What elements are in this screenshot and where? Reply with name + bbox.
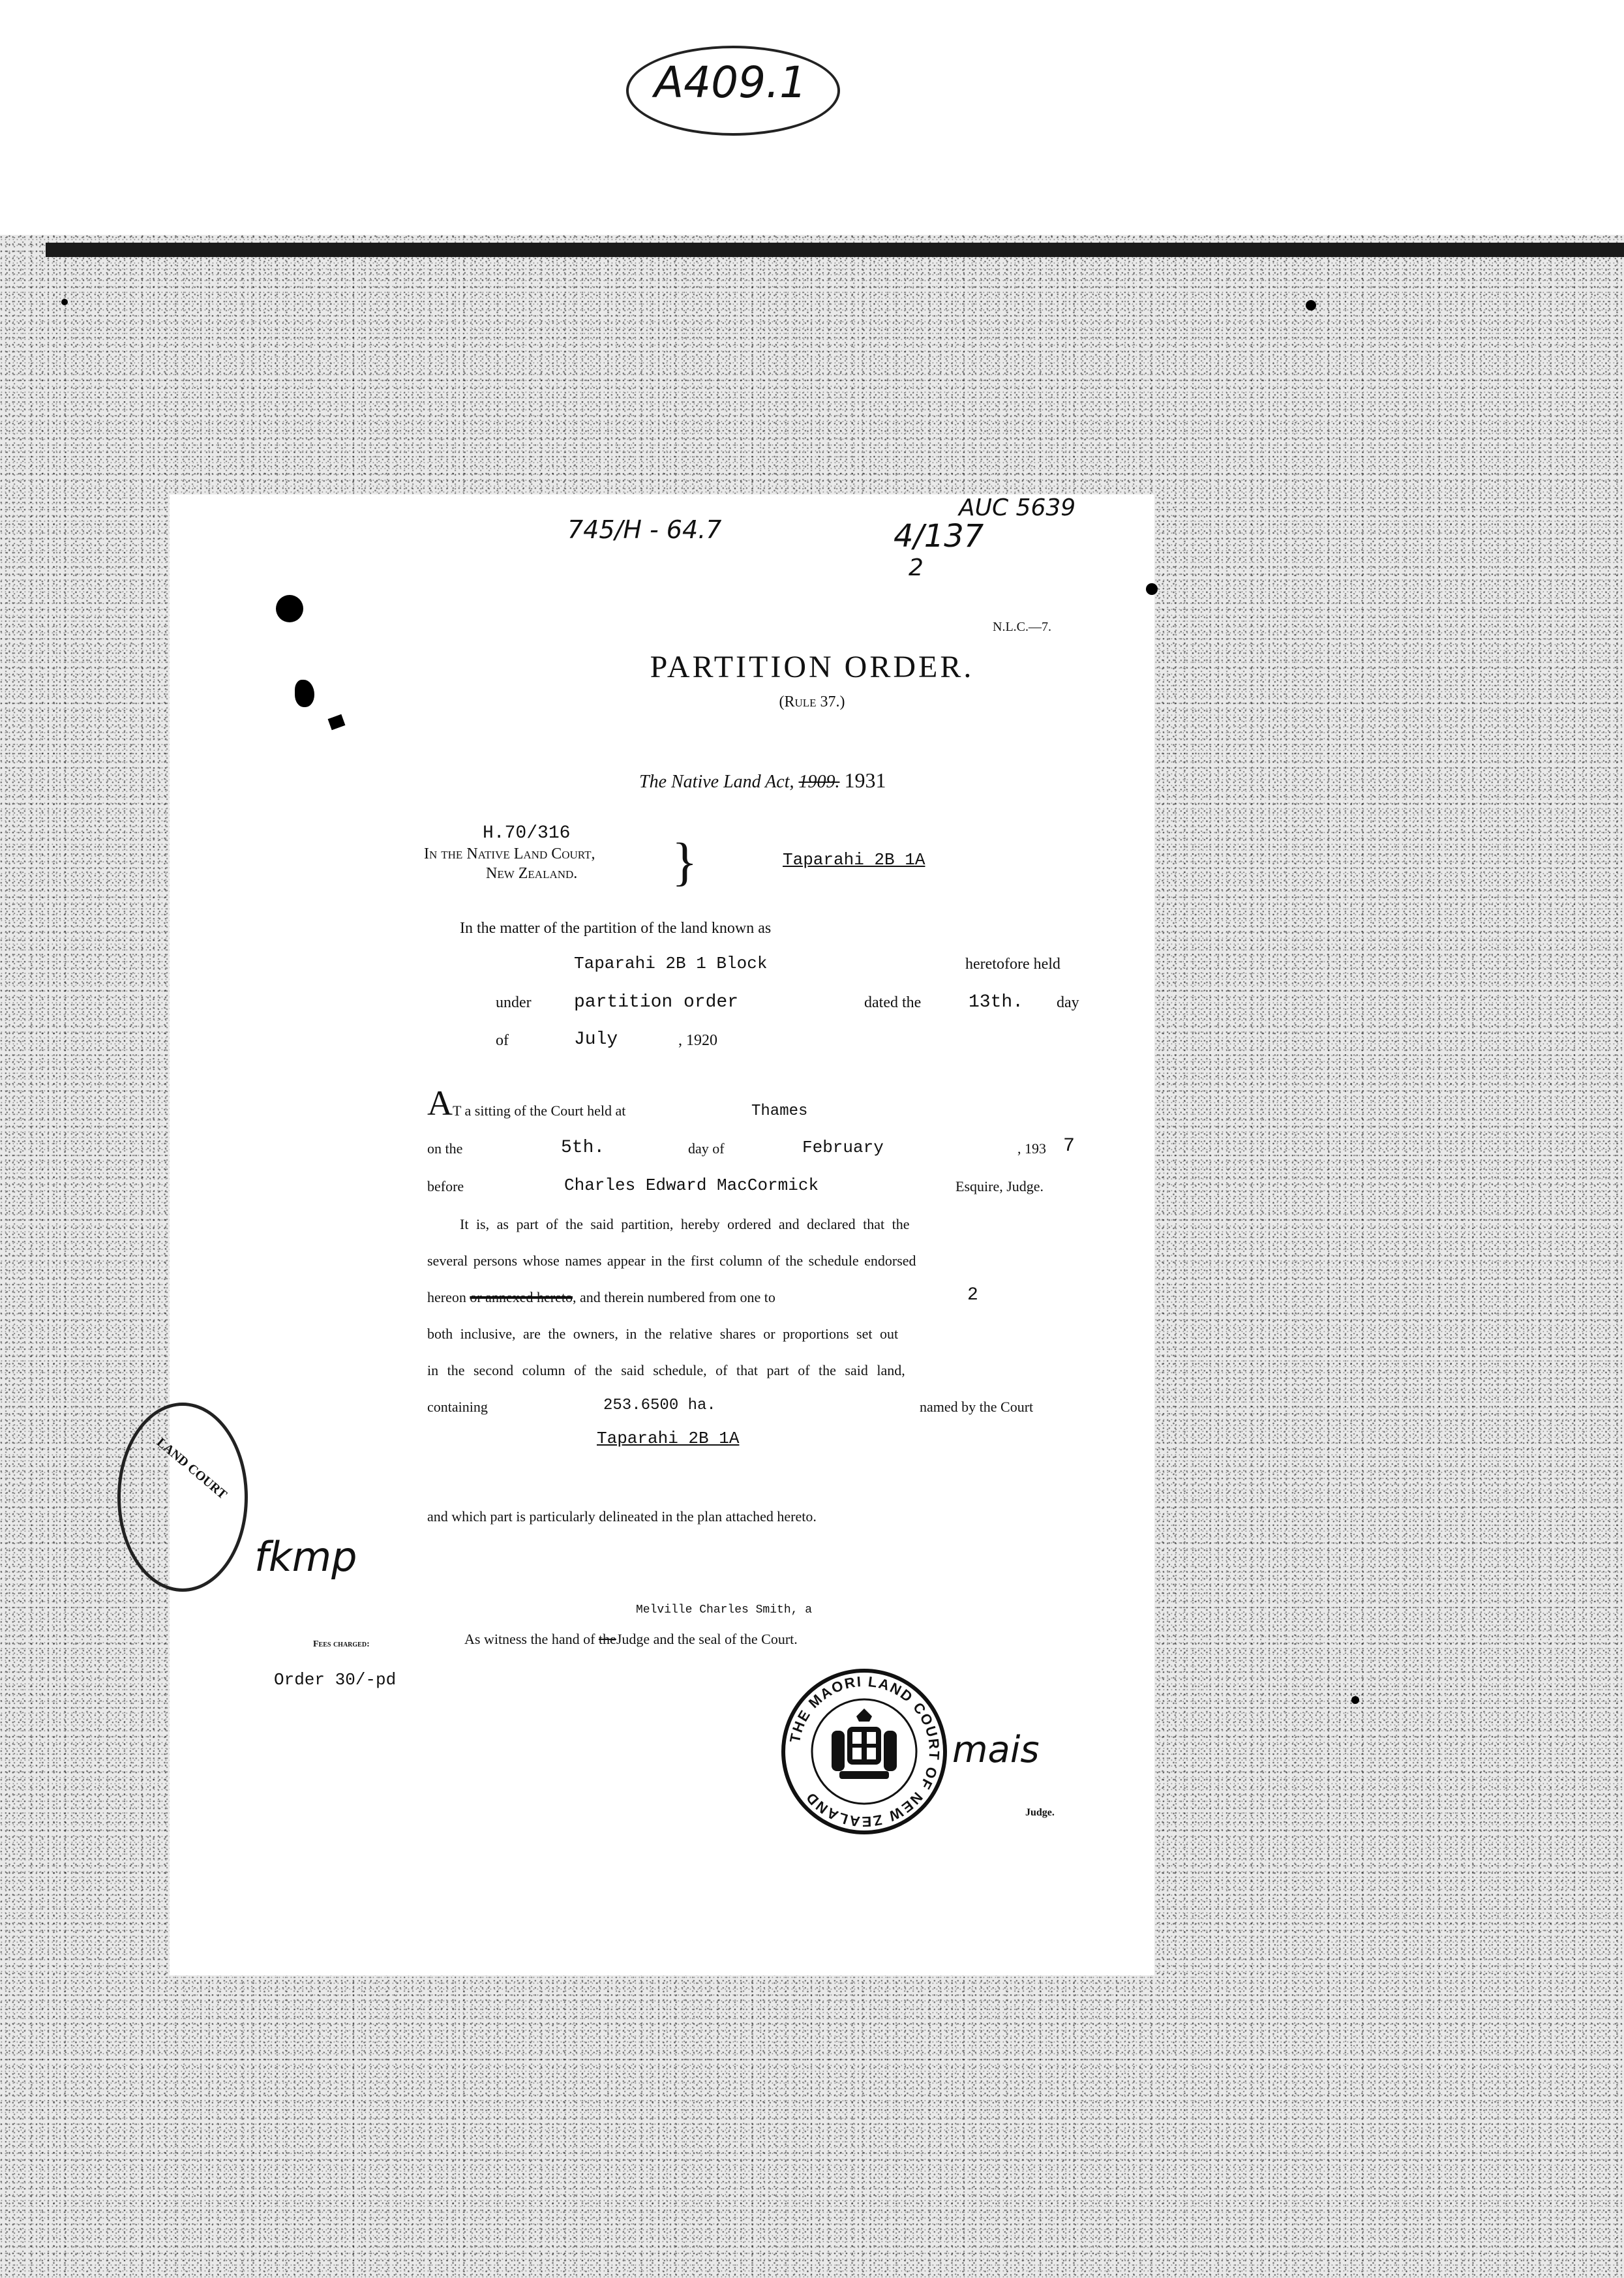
matter-dated-label: dated the — [864, 994, 922, 1011]
act-name: The Native Land Act, — [639, 772, 794, 792]
matter-year: , 1920 — [678, 1032, 717, 1049]
land-court-stamp-partial — [117, 1403, 248, 1592]
body-line-5: in the second column of the said schedule, of that part of the said land, — [427, 1362, 905, 1378]
fees-label: Fees charged: — [313, 1639, 370, 1649]
sitting-before-label: before — [427, 1178, 464, 1194]
witness-text-b: Judge and the seal of the Court. — [616, 1631, 798, 1647]
matter-held-label: heretofore held — [965, 956, 1060, 973]
matter-order-type: partition order — [574, 992, 739, 1012]
scanner-edge-line — [46, 243, 1624, 257]
body-named-label: named by the Court — [920, 1399, 1034, 1415]
body-hereon: hereon — [427, 1289, 466, 1305]
witness-line — [464, 1631, 798, 1648]
judge-label: Judge. — [1025, 1807, 1055, 1818]
handwritten-akl-ref: AUC 5639 — [959, 494, 1076, 521]
body-area: 253.6500 ha. — [603, 1397, 716, 1414]
sitting-year-digit: 7 — [1063, 1135, 1075, 1157]
body-struck-annexed: or annexed hereto — [470, 1289, 573, 1305]
matter-month: July — [574, 1029, 618, 1050]
court-seal — [779, 1667, 949, 1836]
ink-dot — [1306, 300, 1316, 311]
court-line-1: In the Native Land Court, — [424, 845, 595, 862]
court-line-2: New Zealand. — [486, 865, 578, 882]
matter-intro: In the matter of the partition of the land known as — [460, 920, 772, 937]
handwritten-file-ref: 745/H - 64.7 — [567, 515, 722, 544]
sitting-esquire: Esquire, Judge. — [955, 1178, 1044, 1194]
court-ref: H.70/316 — [483, 823, 571, 843]
body-owner-count: 2 — [967, 1285, 978, 1305]
land-court-stamp-text: LAND COURT — [153, 1435, 230, 1502]
form-code: N.L.C.—7. — [993, 620, 1051, 634]
fees-value: Order 30/-pd — [274, 1670, 397, 1690]
sitting-day: 5th. — [561, 1138, 605, 1158]
sitting-place: Thames — [751, 1102, 808, 1120]
handwritten-mark: 2 — [909, 554, 924, 581]
ink-dot — [61, 299, 68, 305]
body-delineated: and which part is particularly delineated in the plan attached hereto. — [427, 1508, 817, 1525]
body-containing-label: containing — [427, 1399, 488, 1415]
matter-land-name: Taparahi 2B 1 Block — [574, 954, 768, 973]
witness-struck-the: the — [598, 1631, 616, 1647]
document-title: PARTITION ORDER. — [650, 650, 974, 684]
punch-hole-mark — [276, 595, 303, 622]
handwritten-initials: fkmp — [254, 1533, 357, 1581]
body-line-2: several persons whose names appear in the first column of the schedule endorsed — [427, 1253, 916, 1269]
sitting-on-label: on the — [427, 1140, 463, 1157]
court-brace: } — [672, 832, 698, 891]
body-named-block: Taparahi 2B 1A — [597, 1429, 740, 1448]
ink-dot — [1146, 583, 1158, 595]
substitute-judge-name: Melville Charles Smith, a — [636, 1603, 813, 1617]
body-numbered-text: , and therein numbered from one to — [572, 1289, 775, 1305]
sitting-day-of: day of — [688, 1140, 725, 1157]
court-block-name: Taparahi 2B 1A — [783, 850, 925, 870]
handwritten-file-no: 4/137 — [894, 518, 984, 554]
sitting-intro: T a sitting of the Court held at — [453, 1102, 626, 1119]
seal-text: THE MAORI LAND COURT OF NEW ZEALAND — [786, 1673, 943, 1830]
body-line-3 — [427, 1289, 775, 1306]
matter-date-day: 13th. — [969, 992, 1024, 1012]
sitting-month: February — [802, 1138, 884, 1157]
sitting-initial: A — [427, 1084, 453, 1123]
rule-reference: (Rule 37.) — [779, 693, 845, 710]
body-line-4: both inclusive, are the owners, in the relative shares or proportions set out — [427, 1326, 899, 1342]
judge-signature: mais — [952, 1729, 1040, 1771]
matter-day-label: day — [1057, 994, 1079, 1011]
witness-text-a: As witness the hand of — [464, 1631, 595, 1647]
act-line — [639, 768, 886, 793]
sitting-judge-name: Charles Edward MacCormick — [564, 1176, 819, 1195]
archive-ref-text: A409.1 — [654, 57, 807, 108]
seal-graphic — [779, 1667, 949, 1836]
act-struck-year: 1909. — [798, 772, 840, 792]
matter-under-label: under — [496, 994, 532, 1011]
matter-of-label: of — [496, 1032, 509, 1049]
body-line-1: It is, as part of the said partition, hereby ordered and declared that the — [460, 1216, 910, 1232]
sitting-year-prefix: , 193 — [1017, 1140, 1046, 1157]
act-year: 1931 — [844, 768, 886, 792]
ink-dot — [1351, 1696, 1359, 1704]
